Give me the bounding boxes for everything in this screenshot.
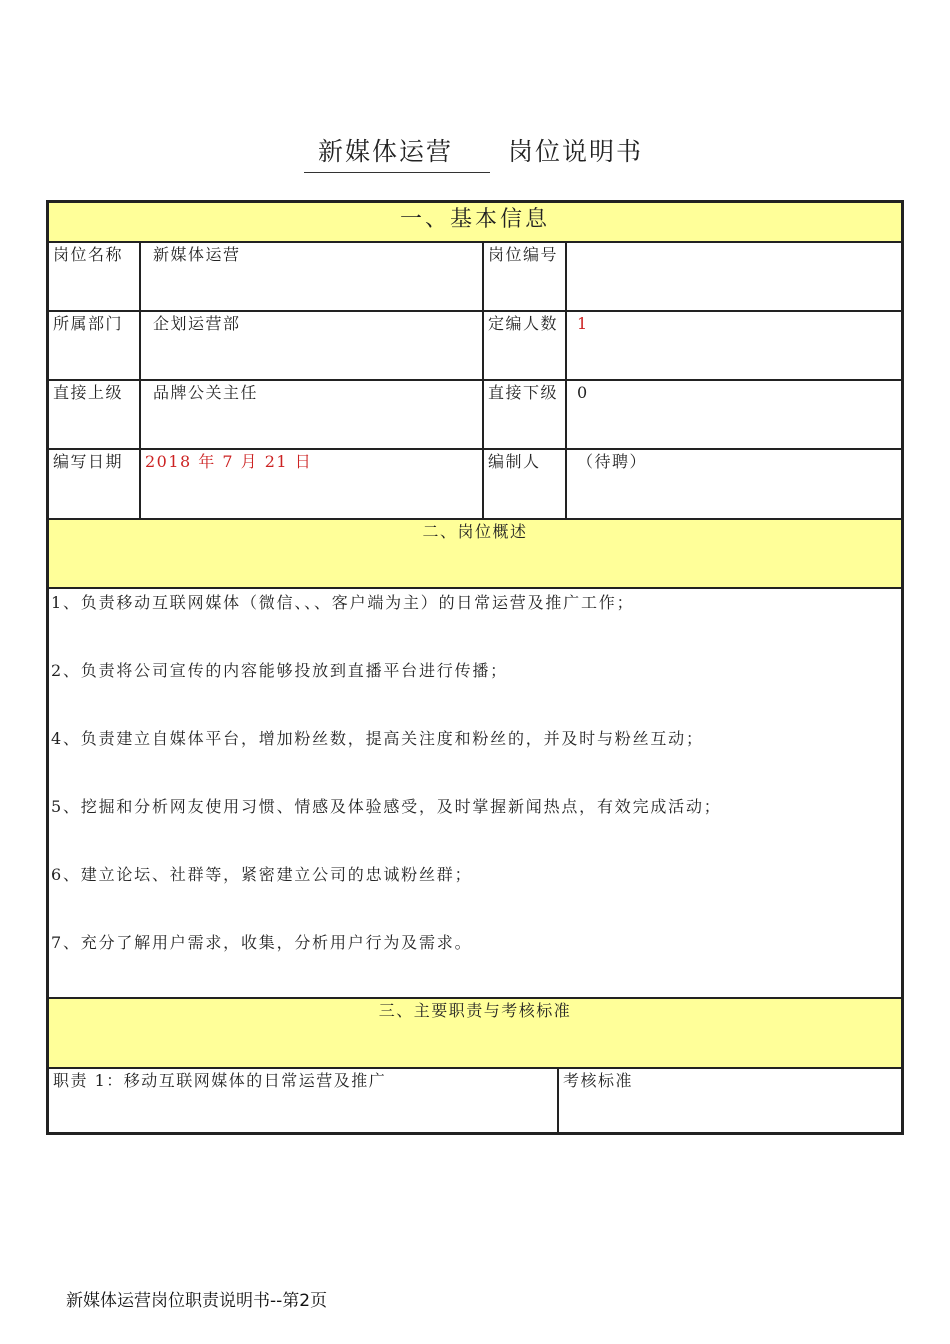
duty-1: 职责 1：移动互联网媒体的日常运营及推广 — [48, 1068, 558, 1133]
section1-heading-text: 一、基本信息 — [399, 207, 550, 232]
headcount-label: 定编人数 — [483, 311, 566, 380]
section2-body — [48, 588, 902, 998]
section3-heading-text: 三、主要职责与考核标准 — [378, 1001, 572, 1020]
section2-heading — [48, 519, 902, 588]
page-footer: 新媒体运营岗位职责说明书--第2页 — [66, 1291, 328, 1311]
subordinate-label: 直接下级 — [483, 380, 566, 449]
department-value: 企划运营部 — [140, 311, 483, 380]
title-position-name: 新媒体运营 — [318, 137, 454, 166]
section1-heading — [48, 202, 902, 242]
date-label: 编写日期 — [48, 449, 140, 519]
headcount-value: 1 — [566, 311, 902, 380]
department-label: 所属部门 — [48, 311, 140, 380]
overview-item-3: 4、负责建立自媒体平台，增加粉丝数，提高关注度和粉丝的，并及时与粉丝互动； — [51, 729, 704, 748]
document-title — [300, 132, 720, 172]
overview-item-1: 1、负责移动互联网媒体（微信、、、客户端为主）的日常运营及推广工作； — [51, 593, 635, 612]
author-label: 编制人 — [483, 449, 566, 519]
criteria-label: 考核标准 — [558, 1068, 902, 1133]
date-value: 2018 年 7 月 21 日 — [140, 449, 483, 519]
section3-heading — [48, 998, 902, 1068]
overview-item-4: 5、挖掘和分析网友使用习惯、情感及体验感受，及时掌握新闻热点，有效完成活动； — [51, 797, 722, 816]
position-code-label: 岗位编号 — [483, 242, 566, 311]
overview-item-2: 2、负责将公司宣传的内容能够投放到直播平台进行传播； — [51, 661, 508, 680]
superior-label: 直接上级 — [48, 380, 140, 449]
position-name-label: 岗位名称 — [48, 242, 140, 311]
position-code-value — [566, 242, 902, 311]
subordinate-value: 0 — [566, 380, 902, 449]
overview-item-5: 6、建立论坛、社群等，紧密建立公司的忠诚粉丝群； — [51, 865, 473, 884]
title-doc-name: 岗位说明书 — [508, 137, 644, 166]
title-underline — [304, 172, 490, 173]
job-description-form — [46, 200, 904, 1135]
section2-heading-text: 二、岗位概述 — [422, 522, 528, 541]
position-name-value: 新媒体运营 — [140, 242, 483, 311]
superior-value: 品牌公关主任 — [140, 380, 483, 449]
author-value: （待聘） — [566, 449, 902, 519]
overview-item-6: 7、充分了解用户需求，收集，分析用户行为及需求。 — [51, 933, 473, 952]
